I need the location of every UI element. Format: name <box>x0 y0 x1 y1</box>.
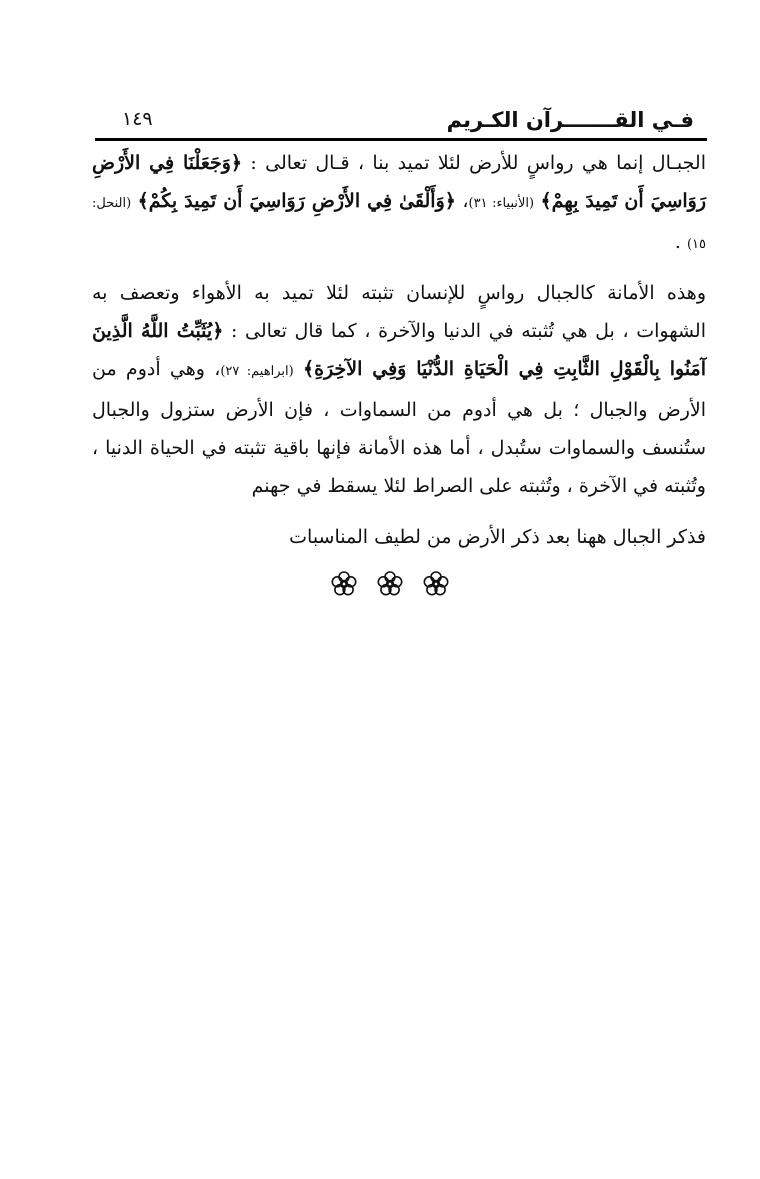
quran-verse-nahl: ﴿وَأَلْقَىٰ فِي الأَرْضِ رَوَاسِيَ أَن تَمِيدَ بِكُمْ﴾ <box>137 190 456 212</box>
separator: ، <box>455 190 469 212</box>
paragraph-3 <box>92 518 706 556</box>
paragraph-2-text-end: ، وهي أدوم من الأرض والجبال ؛ بل هي أدوم من السماوات ، فإن الأرض ستزول والجبال ستُنسف والسماوات ستُبدل ، أما هذه الأمانة فإنها باقية تثبته في الحياة الدنيا ، وتُثبته في الآخرة ، وتُثبته على الصراط لئلا يسقط في جهنم <box>92 358 706 497</box>
quran-verse-anbiya: ﴿وَجَعَلْنَا فِي الأَرْضِ رَوَاسِيَ أَن تَمِيدَ بِهِمْ﴾ <box>92 152 707 212</box>
header-title: فـي القـــــــرآن الكـريم <box>446 108 694 132</box>
paragraph-1-text: الجبـال إنما هي رواسٍ للأرض لئلا تميد بنا ، قـال تعالى : <box>242 152 706 174</box>
verse-reference-nahl: (النحل: ١٥) <box>92 196 706 252</box>
verse-reference-ibrahim: (ابراهيم: ٢٧) <box>220 364 294 379</box>
paragraph-1-end: . <box>674 231 687 253</box>
flower-ornament-icon <box>322 566 458 602</box>
paragraph-2-text-start: وهذه الأمانة كالجبال رواسٍ للإنسان تثبته لئلا تميد به الأهواء وتعصف به الشهوات ، بل هي تُثبته في الدنيا والآخرة ، كما قال تعالى : <box>92 282 707 342</box>
verse-reference-anbiya: (الأنبياء: ٣١) <box>468 196 535 211</box>
quran-verse-ibrahim: ﴿يُثَبِّتُ اللَّهُ الَّذِينَ آمَنُوا بِالْقَوْلِ الثَّابِتِ فِي الْحَيَاةِ الدُّنْيَا وَفِي الآخِرَةِ﴾ <box>92 320 707 380</box>
section-end-ornament <box>322 566 458 602</box>
page-number: ١٤٩ <box>122 108 153 130</box>
header-rule <box>95 138 707 141</box>
paragraph-2 <box>92 274 706 505</box>
paragraph-3-text: فذكر الجبال ههنا بعد ذكر الأرض من لطيف المناسبات <box>289 526 706 548</box>
page-header <box>100 104 700 138</box>
paragraph-1 <box>92 144 706 264</box>
